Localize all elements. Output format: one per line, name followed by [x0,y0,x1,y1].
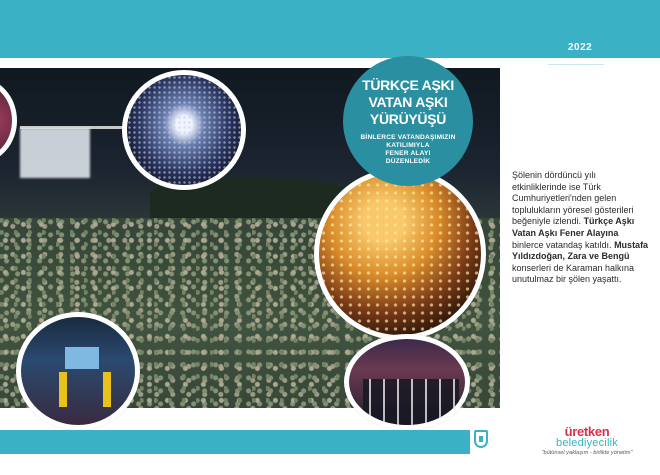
crowd-lights [127,75,241,185]
badge-subtitle-line: BİNLERCE VATANDAŞIMIZIN [360,133,456,141]
stage-flag-left [59,372,67,407]
logo-word-belediyecilik: belediyecilik [556,437,618,449]
article-paragraph-3: konserleri de Karaman halkına unutulmaz bir şölen yaşattı. [512,262,635,285]
article-bold-artists: Mustafa Yıldızdoğan, Zara ve Bengü [512,239,649,262]
footer-band [0,430,470,454]
circle-photo-torch-march [314,168,486,340]
badge-title [362,77,454,128]
circle-photo-concert-crowd [122,70,246,190]
headline-badge [343,56,473,186]
badge-subtitle-line: DÜZENLEDİK [385,157,431,165]
badge-subtitle [360,134,455,166]
badge-title-line: VATAN AŞKI [368,93,448,110]
uretken-belediyecilik-logo [522,425,652,457]
torch-lights [319,173,481,335]
stage-screen [65,347,99,369]
header-gap [0,58,660,68]
badge-subtitle-line: KATILIMIYLA [386,141,430,149]
article-text [512,170,652,286]
article-paragraph-2: binlerce vatandaş katıldı. [512,239,615,250]
article-paragraph-1: Şölenin dördüncü yılı etkinliklerinde ise Türk Cumhuriyetleri'nden gelen toplulukların yöresel gösterileri beğeniyle izlendi. [512,170,634,227]
year-divider [548,64,604,65]
header-band [0,0,660,58]
footer-divider [0,454,470,456]
logo-word-uretken: üretken [564,424,610,439]
badge-title-line: TÜRKÇE AŞKI [362,76,454,93]
badge-title-line: YÜRÜYÜŞÜ [369,110,447,127]
badge-subtitle-line: FENER ALAYI [385,149,431,157]
year-label: 2022 [568,42,593,53]
stage-lights [20,128,90,178]
circle-photo-officials-march [344,334,470,430]
stage-flag-right [103,372,111,407]
marching-people [363,379,459,429]
article-bold-event: Türkçe Aşkı Vatan Aşkı Fener Alayına [512,216,635,238]
logo-tagline: "bütünsel yaklaşım - birlikte yönetim" [541,450,633,456]
circle-photo-stage [16,312,140,430]
municipality-emblem-icon [474,430,488,448]
